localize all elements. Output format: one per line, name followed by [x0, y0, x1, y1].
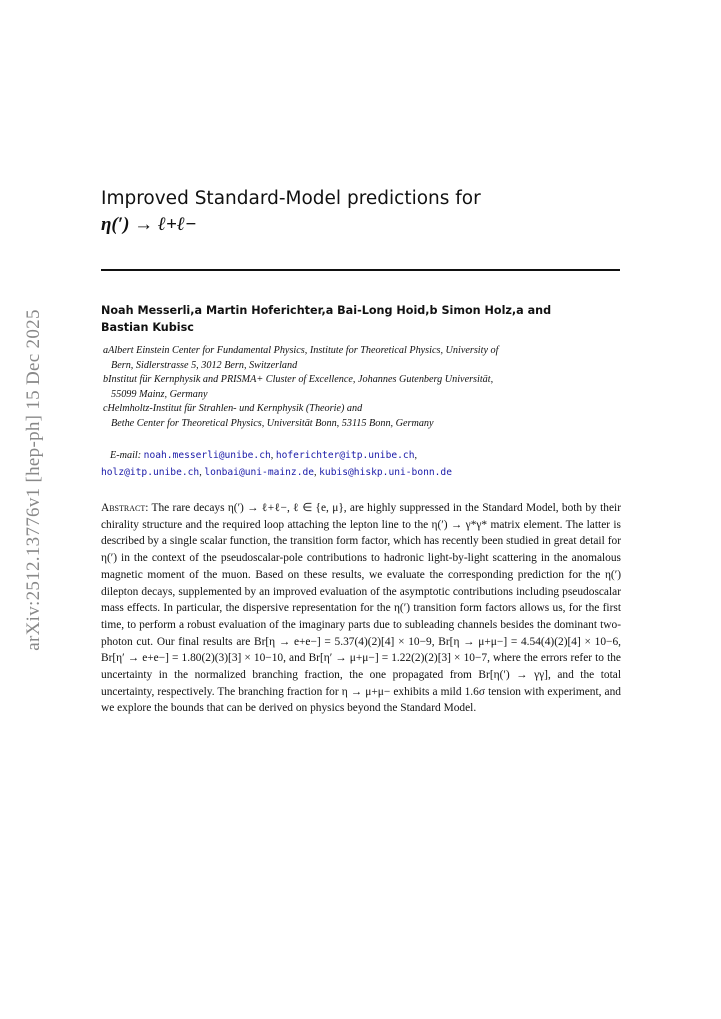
affiliation-a-line-2: Bern, Sidlerstrasse 5, 3012 Bern, Switzerland [111, 359, 298, 371]
title-rule [101, 269, 620, 271]
arxiv-sidebar [14, 290, 54, 670]
abstract-heading: Abstract: [101, 502, 149, 514]
affiliation-c [103, 402, 621, 431]
email-link[interactable]: holz@itp.unibe.ch [101, 467, 200, 478]
arxiv-identifier: arXiv:2512.13776v1 [hep-ph] 15 Dec 2025 [23, 309, 44, 651]
email-link[interactable]: noah.messerli@unibe.ch [143, 450, 271, 461]
affiliation-a [103, 344, 621, 373]
affiliation-b-line-1: bInstitut für Kernphysik and PRISMA+ Cluster of Excellence, Johannes Gutenberg Universität, [103, 374, 494, 386]
email-link[interactable]: lonbai@uni-mainz.de [204, 467, 315, 478]
paper-title [101, 186, 621, 238]
author-line-1: Noah Messerli,a Martin Hoferichter,a Bai-Long Hoid,b Simon Holz,a and [101, 304, 552, 317]
author-line-2: Bastian Kubisc [101, 321, 194, 334]
affiliation-c-line-2: Bethe Center for Theoretical Physics, Universität Bonn, 53115 Bonn, Germany [111, 417, 434, 429]
email-link[interactable]: hoferichter@itp.unibe.ch [275, 450, 415, 461]
affiliations [103, 344, 621, 432]
email-label: E-mail: [110, 450, 142, 461]
abstract-text: The rare decays η(′) → ℓ+ℓ−, ℓ ∈ {e, μ}, are highly suppressed in the Standard Model, both by their chirality structure and the required loop attaching the lepton line to the η(′) → γ*γ* matrix element. The latter is described by a single scalar function, the transition form factor, which has recently been studied in great detail for η(′) in the context of the pseudoscalar-pole contributions to hadronic light-by-light scattering in the anomalous magnetic moment of the muon. Based on these results, we evaluate the corresponding prediction for the η(′) dilepton decays, supplemented by an improved evaluation of the asymptotic contributions including pseudoscalar mass effects. In particular, the dispersive representation for the η(′) transition form factors allows us, for the first time, to perform a robust evaluation of the imaginary parts due to subleading channels besides the dominant two-photon cut. Our final results are Br[η → e+e−] = 5.37(4)(2)[4] × 10−9, Br[η → μ+μ−] = 4.54(4)(2)[4] × 10−6, Br[η′ → e+e−] = 1.80(2)(3)[3] × 10−10, and Br[η′ → μ+μ−] = 1.22(2)(2)[3] × 10−7, where the errors refer to the uncertainty in the normalized branching fraction, the one propagated from Br[η(′) → γγ], and the total uncertainty, respectively. The branching fraction for η → μ+μ− exhibits a mild 1.6σ tension with experiment, and we explore the bounds that can be derived on physics beyond the Standard Model. [101, 502, 621, 715]
affiliation-c-line-1: cHelmholtz-Institut für Strahlen- und Kernphysik (Theorie) and [103, 403, 363, 415]
abstract [101, 500, 621, 717]
title-line-2: η(′) → ℓ+ℓ− [101, 214, 197, 235]
affiliation-b [103, 373, 621, 402]
affiliation-a-line-1: aAlbert Einstein Center for Fundamental Physics, Institute for Theoretical Physics, University of [103, 345, 499, 356]
email-link[interactable]: kubis@hiskp.uni-bonn.de [319, 467, 452, 478]
author-list [101, 302, 621, 336]
email-block: E-mail: noah.messerli@unibe.ch, hoferichter@itp.unibe.ch, holz@itp.unibe.ch, lonbai@uni-mainz.de, kubis@hiskp.uni-bonn.de [101, 450, 452, 478]
title-line-1: Improved Standard-Model predictions for [101, 188, 481, 209]
affiliation-b-line-2: 55099 Mainz, Germany [111, 388, 208, 400]
